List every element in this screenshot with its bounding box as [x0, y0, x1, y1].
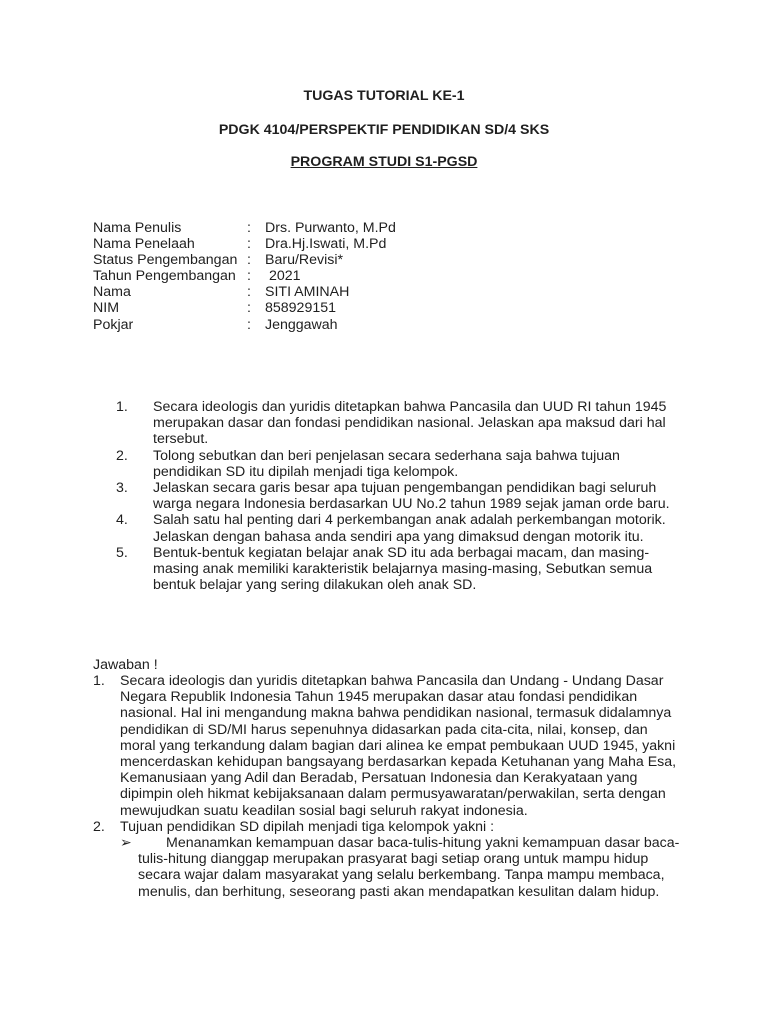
meta-value: SITI AMINAH — [265, 284, 350, 301]
answers-heading: Jawaban ! — [93, 657, 158, 673]
arrow-bullet-icon: ➢ — [120, 835, 132, 852]
meta-colon: : — [247, 268, 251, 285]
question-text: Secara ideologis dan yuridis ditetapkan bahwa Pancasila dan UUD RI tahun 1945 merupakan dasar dan fondasi pendidikan nasional. Jelaskan apa maksud dari hal tersebut. — [153, 399, 667, 448]
meta-colon: : — [247, 284, 251, 301]
question-text: Bentuk-bentuk kegiatan belajar anak SD itu ada berbagai macam, dan masing-masing anak memiliki karakteristik belajarnya masing-masing, Sebutkan semua bentuk belajar yang sering dilakukan oleh anak SD. — [153, 544, 653, 594]
document-title: TUGAS TUTORIAL KE-1 — [303, 88, 465, 104]
question-item — [116, 545, 686, 594]
question-text: Salah satu hal penting dari 4 perkembangan anak adalah perkembangan motorik. Jelaskan dengan bahasa anda sendiri apa yang dimaksud dengan motorik itu. — [153, 512, 666, 545]
course-title: PDGK 4104/PERSPEKTIF PENDIDIKAN SD/4 SKS — [218, 122, 550, 138]
meta-value: 2021 — [265, 268, 301, 285]
meta-colon: : — [247, 252, 251, 269]
question-number: 3. — [116, 480, 128, 497]
meta-value: Drs. Purwanto, M.Pd — [265, 220, 396, 236]
question-item — [116, 448, 686, 480]
meta-label: NIM — [93, 300, 120, 317]
meta-label: Nama Penulis — [93, 220, 182, 236]
question-number: 5. — [116, 544, 128, 561]
question-text: Jelaskan secara garis besar apa tujuan pengembangan pendidikan bagi seluruh warga negara Indonesia berdasarkan UU No.2 tahun 1989 sejak jaman orde baru. — [153, 480, 670, 513]
question-text: Tolong sebutkan dan beri penjelasan secara sederhana saja bahwa tujuan pendidikan SD itu dipilah menjadi tiga kelompok. — [153, 447, 620, 480]
answer-item — [93, 673, 683, 819]
meta-colon: : — [247, 220, 251, 236]
question-number: 1. — [116, 399, 128, 415]
question-item — [116, 480, 686, 512]
question-item — [116, 399, 686, 448]
meta-colon: : — [247, 316, 251, 333]
program-title: PROGRAM STUDI S1-PGSD — [290, 154, 478, 170]
meta-label: Pokjar — [93, 316, 134, 333]
question-number: 4. — [116, 512, 128, 529]
answer-text: Tujuan pendidikan SD dipilah menjadi tiga kelompok yakni : — [120, 818, 495, 835]
question-item — [116, 512, 686, 544]
meta-value: Jenggawah — [265, 316, 338, 333]
meta-label: Tahun Pengembangan — [93, 268, 236, 285]
question-list — [116, 399, 686, 593]
answer-list — [93, 673, 683, 900]
answer-sub-item — [120, 835, 683, 900]
meta-label: Status Pengembangan — [93, 252, 238, 269]
meta-label: Nama — [93, 284, 131, 301]
answer-number: 2. — [93, 818, 105, 835]
meta-value: Baru/Revisi* — [265, 252, 344, 269]
meta-label: Nama Penelaah — [93, 236, 195, 253]
answer-text: Secara ideologis dan yuridis ditetapkan bahwa Pancasila dan Undang - Undang Dasar Negara Republik Indonesia Tahun 1945 merupakan dasar atau fondasi pendidikan nasional. Hal ini mengandung makna bahwa pendidikan nasional, termasuk didalamnya pendidikan di SD/MI harus sepenuhnya didasarkan pada cita-cita, nilai, konsep, dan moral yang terkandung dalam bagian dari alinea ke empat pembukaan UUD 1945, yakni mencerdaskan kehidupan bangsayang berdasarkan kepada Ketuhanan yang Maha Esa, Kemanusiaan yang Adil dan Beradab, Persatuan Indonesia dan Kerakyataan yang dipimpin oleh hikmat kebijaksanaan dalam permusyawaratan/perwakilan, serta dengan mewujudkan suatu keadilan sosial bagi seluruh rakyat indonesia. — [120, 673, 677, 819]
meta-colon: : — [247, 300, 251, 317]
answer-item — [93, 819, 683, 835]
question-number: 2. — [116, 447, 128, 464]
answer-sub-text: Menanamkan kemampuan dasar baca-tulis-hitung yakni kemampuan dasar baca-tulis-hitung dianggap merupakan prasyarat bagi setiap orang untuk mampu hidup secara wajar dalam masyarakat yang selalu berkembang. Tanpa mampu membaca, menulis, dan berhitung, seseorang pasti akan mendapatkan kesulitan dalam hidup. — [138, 835, 680, 900]
answer-number: 1. — [93, 673, 105, 689]
meta-value: Dra.Hj.Iswati, M.Pd — [265, 236, 387, 253]
meta-value: 858929151 — [265, 300, 337, 317]
meta-colon: : — [247, 236, 251, 253]
